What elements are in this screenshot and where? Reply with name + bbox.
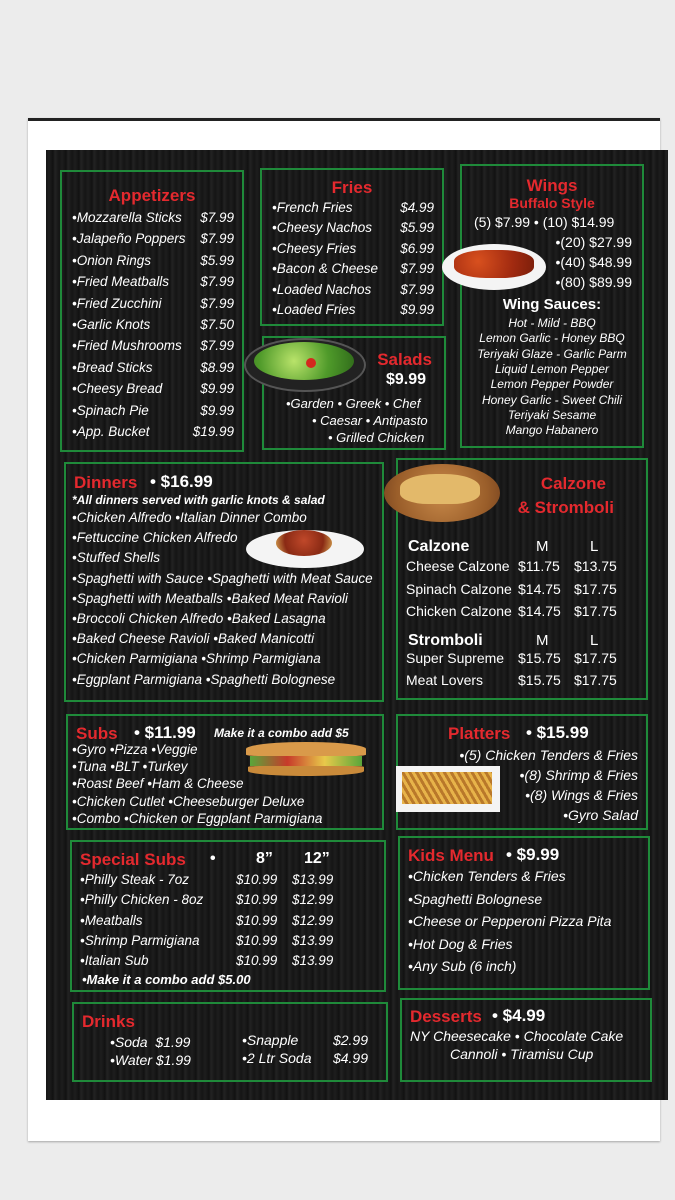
stromboli-row-l: $17.75 [574, 650, 617, 666]
fries-row [272, 261, 434, 276]
salads-line-3: • Grilled Chicken [328, 430, 425, 445]
sub-image [246, 742, 366, 778]
dinner-item: •Spaghetti with Meatballs •Baked Meat Ravioli [72, 590, 348, 606]
special-sub-row-p8: $10.99 [236, 932, 278, 948]
stromboli-heading: Stromboli [408, 632, 483, 649]
desserts-price: • $4.99 [492, 1006, 546, 1025]
appetizer-row-price: $19.99 [192, 424, 234, 439]
special-sub-row-p8: $10.99 [236, 892, 278, 908]
drinks-item-2: •Water $1.99 [110, 1052, 191, 1068]
fries-row-name: •Loaded Nachos [272, 281, 372, 297]
special-sub-row-p12: $12.99 [292, 892, 334, 908]
fries-row [272, 282, 434, 297]
kids-item: •Any Sub (6 inch) [408, 958, 517, 974]
appetizer-row-name: •Fried Meatballs [72, 274, 170, 290]
fries-row-name: •Bacon & Cheese [272, 261, 379, 277]
fries-title: Fries [331, 178, 373, 197]
fries-row-name: •French Fries [272, 200, 353, 215]
sub-item: •Roast Beef •Ham & Cheese [72, 776, 244, 792]
subs-title: Subs [76, 724, 118, 743]
appetizer-row [72, 317, 234, 332]
dinner-item: •Fettuccine Chicken Alfredo [72, 530, 238, 546]
fries-row-price: $4.99 [400, 200, 434, 215]
wings-price-4: •(80) $89.99 [555, 274, 632, 290]
special-subs-section [70, 840, 386, 992]
calzone-row-m: $14.75 [518, 580, 561, 597]
dinners-note: *All dinners served with garlic knots & salad [72, 493, 325, 507]
special-sub-row-p8: $10.99 [236, 872, 278, 887]
dinner-item: •Eggplant Parmigiana •Spaghetti Bolognese [72, 671, 336, 687]
appetizer-row [72, 381, 234, 396]
appetizer-row [72, 210, 234, 225]
calzone-row-m: $11.75 [518, 558, 560, 574]
appetizer-row [72, 274, 234, 289]
drinks-item-3: •Snapple $2.99 [242, 1032, 368, 1048]
appetizer-row [72, 338, 234, 353]
fries-row-price: $9.99 [400, 302, 434, 317]
sub-item: •Tuna •BLT •Turkey [72, 759, 188, 775]
fries-row-price: $5.99 [400, 220, 434, 236]
appetizers-section [60, 170, 244, 452]
wings-title: Wings [526, 176, 578, 195]
drinks-section [72, 1002, 388, 1082]
desserts-line-2: Cannoli • Tiramisu Cup [450, 1046, 594, 1062]
wings-price-3: •(40) $48.99 [555, 254, 632, 270]
platters-title: Platters [448, 724, 511, 743]
special-sub-row-p12: $13.99 [292, 953, 334, 969]
special-subs-size-8: 8” [256, 850, 273, 867]
fries-row-name: •Cheesy Fries [272, 240, 357, 256]
calzone-row-name: Spinach Calzone [406, 580, 512, 597]
special-sub-row-name: •Meatballs [80, 912, 143, 928]
appetizer-row-name: •App. Bucket [72, 424, 150, 439]
calzone-size-m: M [536, 538, 549, 555]
desserts-title: Desserts [410, 1007, 482, 1026]
appetizer-row-name: •Spinach Pie [72, 402, 149, 418]
fries-row-price: $6.99 [400, 240, 434, 256]
calzone-row-l: $17.75 [574, 603, 617, 619]
stromboli-row-m: $15.75 [518, 650, 561, 666]
kids-item: •Chicken Tenders & Fries [408, 868, 566, 884]
wings-price-2: •(20) $27.99 [555, 234, 632, 250]
fries-row-price: $7.99 [400, 281, 434, 297]
appetizer-row-price: $7.99 [200, 210, 234, 225]
fries-row-price: $7.99 [400, 261, 434, 277]
appetizer-row-price: $9.99 [200, 402, 234, 418]
wing-sauce: Teriyaki Sesame [507, 407, 597, 422]
wing-sauce: Hot - Mild - BBQ [508, 316, 596, 330]
calzone-row-l: $17.75 [574, 580, 617, 597]
salads-line-1: •Garden • Greek • Chef [286, 396, 421, 411]
platters-price: • $15.99 [526, 723, 589, 742]
stromboli-size-l: L [590, 632, 599, 649]
dinner-item: •Baked Cheese Ravioli •Baked Manicotti [72, 631, 315, 647]
wings-price-1: (5) $7.99 • (10) $14.99 [474, 214, 615, 230]
salad-image [244, 338, 366, 392]
appetizer-row [72, 424, 234, 439]
kids-price: • $9.99 [506, 845, 560, 864]
stromboli-row-name: Super Supreme [406, 650, 505, 666]
special-subs-size-12: 12” [304, 850, 330, 867]
special-subs-combo: •Make it a combo add $5.00 [82, 972, 251, 987]
stromboli-row-l: $17.75 [574, 672, 617, 688]
calzone-title-2: & Stromboli [517, 498, 614, 517]
special-sub-row-name: •Italian Sub [80, 953, 149, 969]
appetizer-row-name: •Cheesy Bread [72, 381, 163, 397]
appetizer-row [72, 253, 234, 268]
calzone-size-l: L [590, 538, 599, 555]
appetizer-row [72, 403, 234, 418]
pasta-image [246, 530, 364, 568]
salads-title: Salads [377, 350, 432, 369]
calzone-row-m: $14.75 [518, 603, 561, 619]
wings-section [460, 164, 644, 448]
salads-line-2: • Caesar • Antipasto [312, 413, 428, 428]
platters-line-1: •(5) Chicken Tenders & Fries [459, 747, 638, 763]
platters-line-4: •Gyro Salad [563, 807, 638, 823]
fries-row [272, 220, 434, 235]
stromboli-row-m: $15.75 [518, 672, 561, 688]
calzone-row-name: Chicken Calzone [406, 603, 512, 619]
appetizer-row [72, 296, 234, 311]
dinner-item: •Broccoli Chicken Alfredo •Baked Lasagna [72, 611, 326, 626]
sub-item: •Chicken Cutlet •Cheeseburger Deluxe [72, 793, 305, 809]
special-sub-row-p12: $13.99 [292, 872, 334, 887]
appetizer-row-name: •Fried Mushrooms [72, 338, 182, 354]
fries-row-name: •Cheesy Nachos [272, 220, 373, 236]
sub-item: •Gyro •Pizza •Veggie [72, 742, 198, 757]
stromboli-row-name: Meat Lovers [406, 672, 484, 688]
appetizer-row-price: $8.99 [200, 359, 234, 375]
dinners-title: Dinners [74, 473, 138, 492]
appetizer-row-name: •Garlic Knots [72, 317, 151, 332]
fries-row-name: •Loaded Fries [272, 302, 356, 317]
special-sub-row-name: •Shrimp Parmigiana [80, 932, 200, 948]
wing-sauce: Mango Habanero [505, 423, 599, 438]
stromboli-size-m: M [536, 632, 549, 649]
special-sub-row-name: •Philly Steak - 7oz [80, 872, 190, 887]
appetizer-row-name: •Onion Rings [72, 252, 152, 268]
drinks-item-4: •2 Ltr Soda $4.99 [242, 1050, 368, 1066]
calzone-heading: Calzone [408, 538, 470, 555]
calzone-row-name: Cheese Calzone [406, 558, 510, 574]
calzone-title-1: Calzone [540, 474, 606, 493]
platters-line-2: •(8) Shrimp & Fries [519, 767, 638, 783]
kids-title: Kids Menu [408, 846, 494, 865]
kids-item: •Hot Dog & Fries [408, 935, 513, 952]
special-sub-row-p8: $10.99 [236, 953, 278, 969]
fries-row [272, 241, 434, 256]
special-subs-bullet: • [210, 850, 216, 867]
dinners-section [64, 462, 384, 702]
special-subs-title: Special Subs [80, 850, 186, 869]
dinner-item: •Spaghetti with Sauce •Spaghetti with Meat Sauce [72, 570, 373, 586]
wing-sauce: Lemon Garlic - Honey BBQ [479, 331, 625, 346]
special-sub-row-p12: $12.99 [292, 912, 334, 928]
drinks-item-1: •Soda $1.99 [110, 1034, 191, 1050]
dinner-item: •Chicken Parmigiana •Shrimp Parmigiana [72, 651, 321, 667]
platters-line-3: •(8) Wings & Fries [525, 787, 638, 803]
menu-board [46, 150, 668, 1100]
special-sub-row-p12: $13.99 [292, 932, 334, 948]
fries-row [272, 200, 434, 215]
subs-combo: Make it a combo add $5 [214, 726, 349, 740]
wings-image [442, 244, 546, 290]
wing-sauce: Honey Garlic - Sweet Chili [481, 392, 623, 407]
appetizer-row-price: $7.99 [200, 338, 234, 354]
kids-section [398, 836, 650, 990]
appetizer-row-name: •Mozzarella Sticks [72, 210, 182, 225]
appetizer-row-price: $7.99 [200, 274, 234, 290]
appetizer-row-price: $7.99 [200, 295, 234, 311]
appetizer-row-name: •Jalapeño Poppers [72, 231, 186, 247]
appetizer-row-price: $7.50 [200, 317, 234, 332]
special-sub-row-p8: $10.99 [236, 912, 278, 928]
wing-sauce: Teriyaki Glaze - Garlic Parm [477, 346, 627, 361]
subs-price: • $11.99 [134, 723, 196, 742]
appetizer-row-price: $7.99 [200, 231, 234, 247]
special-sub-row-name: •Philly Chicken - 8oz [80, 892, 204, 908]
drinks-title: Drinks [82, 1012, 135, 1031]
wing-sauce: Liquid Lemon Pepper [494, 361, 610, 376]
platter-image [396, 766, 500, 812]
fries-section [260, 168, 444, 326]
calzone-image [384, 464, 500, 522]
wing-sauce: Lemon Pepper Powder [490, 377, 614, 392]
dinner-item: •Stuffed Shells [72, 550, 161, 566]
desserts-section [400, 998, 652, 1082]
appetizer-row-name: •Fried Zucchini [72, 295, 162, 311]
appetizers-title: Appetizers [108, 186, 196, 205]
appetizer-row-price: $9.99 [200, 381, 234, 397]
wings-sauces-title: Wing Sauces: [502, 296, 602, 313]
salads-price: $9.99 [385, 371, 426, 388]
desserts-line-1: NY Cheesecake • Chocolate Cake [410, 1028, 624, 1044]
appetizer-row-price: $5.99 [200, 252, 234, 268]
fries-row [272, 302, 434, 317]
sub-item: •Combo •Chicken or Eggplant Parmigiana [72, 810, 323, 826]
dinners-price: • $16.99 [150, 472, 213, 491]
appetizer-row [72, 231, 234, 246]
appetizer-row [72, 360, 234, 375]
kids-item: •Cheese or Pepperoni Pizza Pita [408, 913, 612, 929]
dinner-item: •Chicken Alfredo •Italian Dinner Combo [72, 510, 307, 525]
appetizer-row-name: •Bread Sticks [72, 359, 153, 375]
calzone-row-l: $13.75 [574, 558, 617, 574]
wings-subtitle: Buffalo Style [509, 195, 595, 211]
kids-item: •Spaghetti Bolognese [408, 890, 543, 907]
